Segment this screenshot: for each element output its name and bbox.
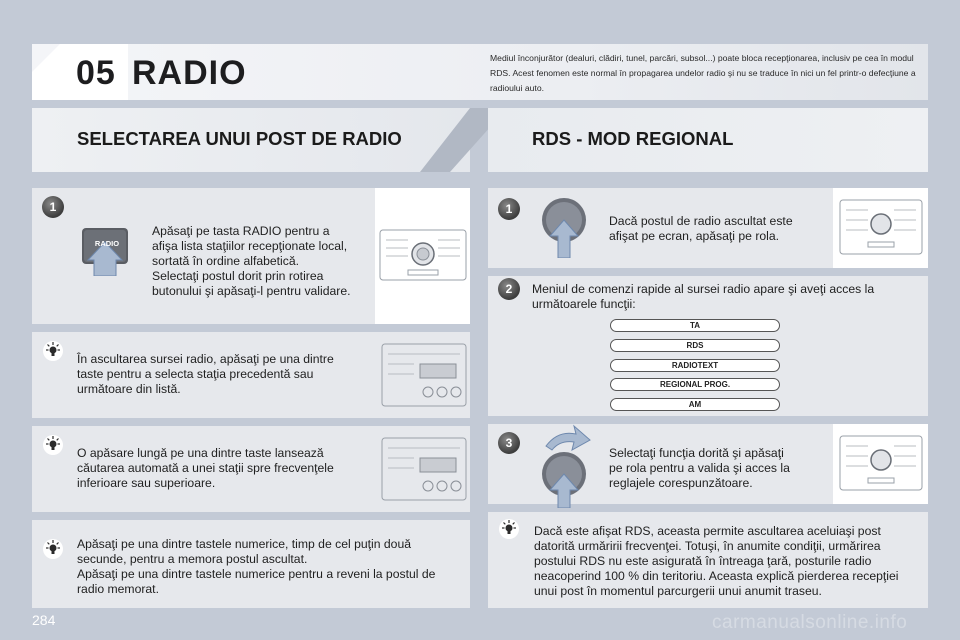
text-line: Apăsaţi pe una dintre tastele numerice pentru a reveni la postul de	[77, 567, 436, 581]
text-line: unui post în momentul parcurgerii unui anumit traseu.	[534, 584, 822, 598]
text-line: Selectaţi postul dorit prin rotirea	[152, 269, 324, 283]
text-line: taste pentru a selecta staţia precedentă sau	[77, 367, 314, 381]
radio-key-label: RADIO	[94, 239, 120, 248]
text-line: postului RDS nu este asigurată în întreaga ţară, posturile radio	[534, 554, 872, 568]
text-line: afişat pe ecran, apăsaţi pe rola.	[609, 229, 780, 243]
text-line: următoare din listă.	[77, 382, 181, 396]
watermark: carmanualsonline.info	[712, 612, 908, 633]
text-line: O apăsare lungă pe una dintre taste lansează	[77, 446, 324, 460]
radio-unit-illustration	[378, 226, 468, 284]
radio-unit-illustration	[380, 432, 468, 506]
menu-option-rds[interactable]: RDS	[610, 339, 780, 352]
text-line: În ascultarea sursei radio, apăsaţi pe una dintre	[77, 352, 334, 366]
jog-wheel-press-icon	[536, 196, 592, 258]
menu-option-regional-prog[interactable]: REGIONAL PROG.	[610, 378, 780, 391]
left-section-title: SELECTAREA UNUI POST DE RADIO	[77, 128, 402, 149]
text-line: radio memorat.	[77, 582, 159, 596]
radio-unit-illustration	[380, 338, 468, 412]
text-line: secunde, pentru a memora postul ascultat.	[77, 552, 308, 566]
radio-unit-illustration	[838, 196, 924, 260]
menu-option-radiotext[interactable]: RADIOTEXT	[610, 359, 780, 372]
text-line: sortată în ordine alfabetică.	[152, 254, 300, 268]
radio-unit-illustration	[838, 432, 924, 496]
text-line: inferioare sau superioare.	[77, 476, 216, 490]
text-line: Apăsaţi pe tasta RADIO pentru a	[152, 224, 330, 238]
page-number: 284	[32, 612, 56, 628]
header-note: Mediul înconjurător (dealuri, clădiri, tunel, parcări, subsol...) poate bloca recepţionarea, inclusiv pe cea în modul RDS. Acest fenomen este normal în propagarea undelor radio şi nu se traduce în nici un fel printr-o defecţiune a radioului auto.	[490, 53, 916, 93]
text-line: neacoperind 100 % din teritoriu. Aceasta explică pierderea recepţiei	[534, 569, 899, 583]
step-badge: 2	[498, 278, 520, 300]
text-line: Dacă este afişat RDS, aceasta permite ascultarea aceluiaşi post	[534, 524, 881, 538]
tip-icon	[498, 518, 520, 540]
radio-button-icon	[80, 224, 130, 276]
step-badge: 1	[498, 198, 520, 220]
tip-icon	[42, 340, 64, 362]
menu-option-ta[interactable]: TA	[610, 319, 780, 332]
tip-icon	[42, 434, 64, 456]
tip-icon	[42, 538, 64, 560]
chapter-title: RADIO	[132, 54, 247, 92]
text-line: Apăsaţi pe una dintre tastele numerice, timp de cel puţin două	[77, 537, 412, 551]
step-badge: 3	[498, 432, 520, 454]
text-line: Dacă postul de radio ascultat este	[609, 214, 793, 228]
text-line: datorită urmăririi frecvenţei. Totuşi, în anumite condiţii, urmărirea	[534, 539, 881, 553]
text-line: Selectaţi funcţia dorită şi apăsaţi	[609, 446, 784, 460]
step-badge: 1	[42, 196, 64, 218]
text-line: afişa lista staţiilor recepţionate local,	[152, 239, 348, 253]
jog-wheel-rotate-icon	[536, 424, 596, 508]
text-line: butonului şi apăsaţi-l pentru validare.	[152, 284, 351, 298]
text-line: următoarele funcţii:	[532, 297, 636, 311]
menu-option-am[interactable]: AM	[610, 398, 780, 411]
text-line: pe rola pentru a valida şi acces la	[609, 461, 790, 475]
text-line: reglajele corespunzătoare.	[609, 476, 753, 490]
right-section-title: RDS - MOD REGIONAL	[532, 128, 734, 149]
text-line: Meniul de comenzi rapide al sursei radio apare şi aveţi acces la	[532, 282, 875, 296]
chapter-number: 05	[76, 54, 116, 92]
text-line: căutarea automată a unei staţii spre frecvenţele	[77, 461, 334, 475]
